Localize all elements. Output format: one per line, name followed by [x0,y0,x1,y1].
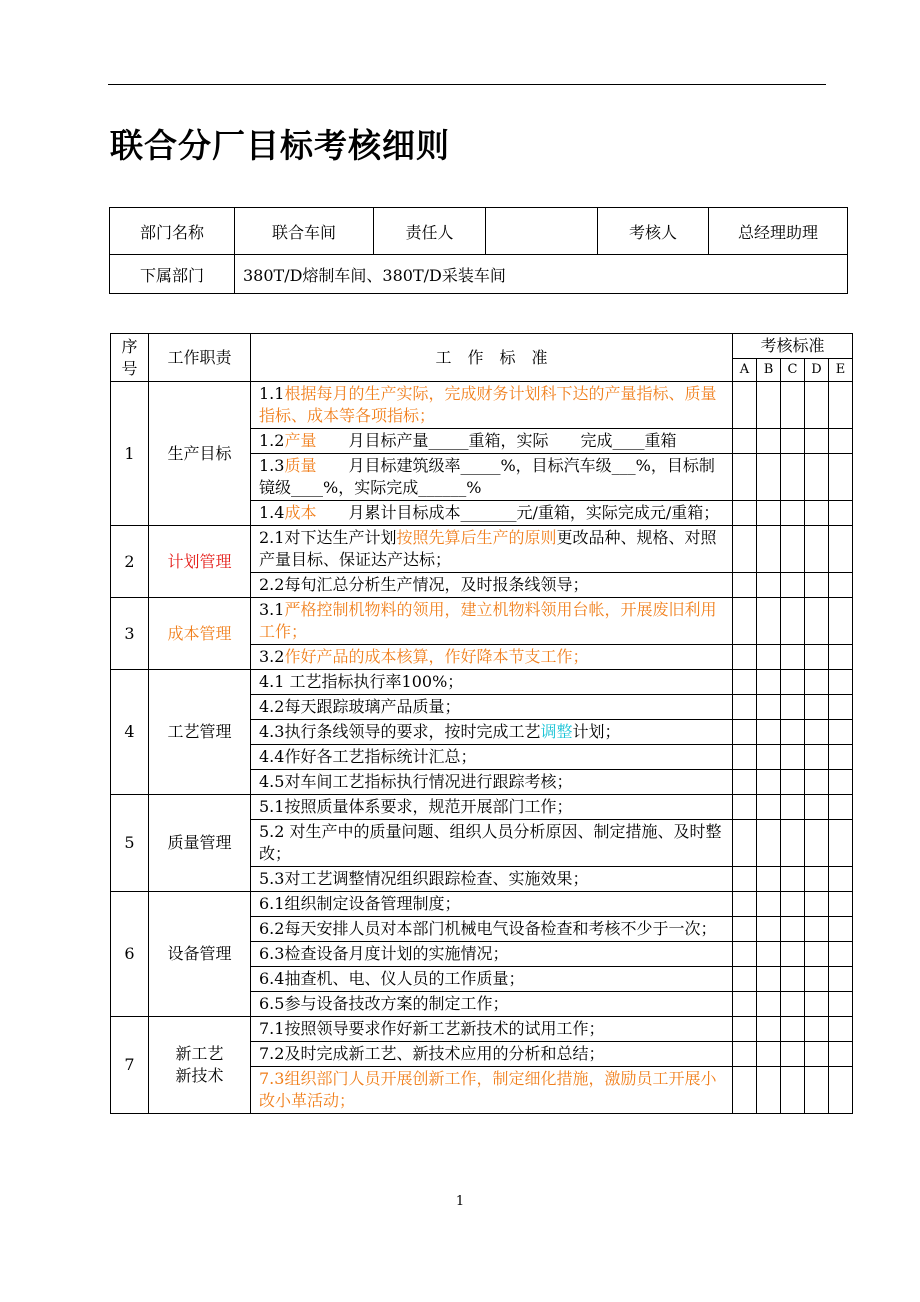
item-number: 1.2 [259,431,285,450]
standard-item [251,917,733,942]
standard-item [251,867,733,892]
grade-cell[interactable] [733,645,757,670]
section-duty-line: 新技术 [175,1066,224,1085]
grade-cell[interactable] [733,992,757,1017]
grade-cell[interactable] [757,892,781,917]
item-number: 6.2 [259,919,285,938]
item-text: 作好产品的成本核算，作好降本节支工作； [284,647,589,666]
grade-cell[interactable] [805,892,829,917]
grade-cell[interactable] [829,795,853,820]
assessment-table [110,333,853,1114]
grade-cell[interactable] [733,573,757,598]
grade-cell[interactable] [829,992,853,1017]
item-number: 7.3 [259,1069,285,1088]
grade-cell[interactable] [733,382,757,429]
grade-cell[interactable] [805,1042,829,1067]
grade-cell[interactable] [829,942,853,967]
item-text: 每天安排人员对本部门机械电气设备检查和考核不少于一次； [284,919,717,938]
standard-item [251,892,733,917]
item-text: 月累计目标成本_______元/重箱，实际完成元/重箱； [348,503,720,522]
grade-cell[interactable] [781,942,805,967]
grade-cell[interactable] [733,670,757,695]
grade-cell[interactable] [781,992,805,1017]
standard-item [251,942,733,967]
owner-value [486,208,598,255]
table-row [111,1017,853,1042]
item-highlight: 调整 [540,722,573,741]
grade-e: E [829,359,853,382]
grade-cell[interactable] [805,942,829,967]
item-number: 1.1 [259,384,285,403]
section-number: 6 [111,892,149,1017]
item-number: 3.2 [259,647,285,666]
grade-cell[interactable] [829,967,853,992]
item-number: 4.1 [259,672,285,691]
item-text: 每天跟踪玻璃产品质量； [284,697,461,716]
section-duty [149,1017,251,1114]
table-row [111,795,853,820]
owner-label: 责任人 [374,208,486,255]
grade-cell[interactable] [733,454,757,501]
grade-cell[interactable] [733,1017,757,1042]
standard-item [251,992,733,1017]
item-number: 4.5 [259,772,285,791]
grade-cell[interactable] [805,526,829,573]
grade-cell[interactable] [781,454,805,501]
grade-cell[interactable] [805,770,829,795]
grade-cell[interactable] [733,745,757,770]
grade-cell[interactable] [733,917,757,942]
item-number: 7.1 [259,1019,285,1038]
item-text: 检查设备月度计划的实施情况； [284,944,509,963]
grade-cell[interactable] [757,695,781,720]
grade-cell[interactable] [733,720,757,745]
grade-c: C [781,359,805,382]
grade-cell[interactable] [805,1017,829,1042]
standard-item [251,695,733,720]
item-text: 作好各工艺指标统计汇总； [284,747,477,766]
item-text: 抽查机、电、仪人员的工作质量； [284,969,525,988]
standard-item [251,429,733,454]
grade-cell[interactable] [757,598,781,645]
item-text: 对车间工艺指标执行情况进行跟踪考核； [284,772,573,791]
item-text: 月目标建筑级率_____%，目标汽车级___%，目标制镜级____%，实际完成______% [259,456,715,497]
grade-cell[interactable] [829,526,853,573]
grade-cell[interactable] [781,645,805,670]
item-number: 6.5 [259,994,285,1013]
grade-cell[interactable] [829,670,853,695]
grade-cell[interactable] [781,695,805,720]
grade-cell[interactable] [829,720,853,745]
standard-item [251,1042,733,1067]
item-number: 6.3 [259,944,285,963]
grade-cell[interactable] [805,670,829,695]
item-text: 及时完成新工艺、新技术应用的分析和总结； [284,1044,605,1063]
grade-cell[interactable] [805,1067,829,1114]
grade-cell[interactable] [829,917,853,942]
item-text-post: 计划； [572,722,621,741]
grade-cell[interactable] [781,1067,805,1114]
item-text: 参与设备技改方案的制定工作； [284,994,509,1013]
grade-d: D [805,359,829,382]
grade-cell[interactable] [829,645,853,670]
grade-cell[interactable] [781,795,805,820]
standard-item [251,820,733,867]
item-text: 严格控制机物料的领用，建立机物料领用台帐，开展废旧利用工作； [259,600,717,641]
section-duty: 质量管理 [149,795,251,892]
item-text: 根据每月的生产实际，完成财务计划科下达的产量指标、质量指标、成本等各项指标； [259,384,717,425]
grade-cell[interactable] [781,1017,805,1042]
grade-b: B [757,359,781,382]
grade-cell[interactable] [781,720,805,745]
item-text: 按照领导要求作好新工艺新技术的试用工作； [284,1019,605,1038]
section-duty: 计划管理 [149,526,251,598]
grade-cell[interactable] [733,942,757,967]
grade-cell[interactable] [757,770,781,795]
section-number: 5 [111,795,149,892]
grade-cell[interactable] [733,770,757,795]
grade-cell[interactable] [829,454,853,501]
item-number: 2.2 [259,575,285,594]
grade-cell[interactable] [757,720,781,745]
grade-cell[interactable] [829,501,853,526]
grade-cell[interactable] [757,917,781,942]
grade-cell[interactable] [733,892,757,917]
item-number: 2.1 [259,528,285,547]
grade-cell[interactable] [757,795,781,820]
grade-cell[interactable] [733,967,757,992]
grade-cell[interactable] [733,867,757,892]
grade-cell[interactable] [757,942,781,967]
item-key: 成本 [284,503,317,522]
sub-dept-value: 380T/D熔制车间、380T/D采装车间 [235,255,848,294]
header-rule [108,84,826,85]
table-row [111,526,853,573]
table-row [111,598,853,645]
grade-cell[interactable] [733,501,757,526]
department-info-table [109,207,848,294]
grade-cell[interactable] [781,382,805,429]
grade-cell[interactable] [805,795,829,820]
section-number: 2 [111,526,149,598]
grade-cell[interactable] [757,1042,781,1067]
section-duty: 设备管理 [149,892,251,1017]
grade-cell[interactable] [829,745,853,770]
grade-cell[interactable] [805,967,829,992]
standard-item [251,501,733,526]
grade-cell[interactable] [781,670,805,695]
grade-cell[interactable] [733,695,757,720]
grade-cell[interactable] [829,867,853,892]
grade-cell[interactable] [757,745,781,770]
grade-cell[interactable] [757,1067,781,1114]
table-row [111,892,853,917]
grade-cell[interactable] [805,820,829,867]
grade-cell[interactable] [781,967,805,992]
standard-item [251,770,733,795]
grade-cell[interactable] [805,501,829,526]
section-number: 4 [111,670,149,795]
page-title: 联合分厂目标考核细则 [110,126,450,165]
item-number: 6.4 [259,969,285,988]
grade-cell[interactable] [757,526,781,573]
grade-cell[interactable] [757,992,781,1017]
standard-item [251,526,733,573]
section-duty-line: 新工艺 [175,1044,224,1063]
grade-cell[interactable] [757,967,781,992]
grade-cell[interactable] [781,501,805,526]
section-number: 3 [111,598,149,670]
grade-cell[interactable] [805,992,829,1017]
grade-header: 考核标准 [733,334,853,359]
standard-item [251,795,733,820]
grade-cell[interactable] [829,598,853,645]
grade-cell[interactable] [757,820,781,867]
grade-cell[interactable] [733,820,757,867]
grade-cell[interactable] [733,598,757,645]
item-number: 7.2 [259,1044,285,1063]
grade-cell[interactable] [733,526,757,573]
item-text: 组织部门人员开展创新工作，制定细化措施，激励员工开展小改小革活动； [259,1069,717,1110]
sub-dept-label: 下属部门 [110,255,235,294]
grade-cell[interactable] [757,670,781,695]
grade-cell[interactable] [805,429,829,454]
standard-item [251,382,733,429]
grade-cell[interactable] [829,1067,853,1114]
grade-cell[interactable] [781,917,805,942]
standard-item [251,670,733,695]
duty-header: 工作职责 [149,334,251,382]
standard-item [251,598,733,645]
standard-item [251,720,733,745]
page-number: 1 [455,1194,465,1209]
grade-cell[interactable] [829,382,853,429]
item-text: 对生产中的质量问题、组织人员分析原因、制定措施、及时整改； [259,822,722,863]
item-number: 4.2 [259,697,285,716]
grade-cell[interactable] [781,820,805,867]
grade-cell[interactable] [757,454,781,501]
standard-item [251,645,733,670]
standard-item [251,1017,733,1042]
grade-cell[interactable] [733,1067,757,1114]
item-highlight: 按照先算后生产的原则 [396,528,557,547]
seq-header [111,334,149,382]
item-text: 组织制定设备管理制度； [284,894,461,913]
grade-cell[interactable] [829,1017,853,1042]
grade-cell[interactable] [829,770,853,795]
grade-cell[interactable] [733,429,757,454]
grade-cell[interactable] [733,795,757,820]
grade-cell[interactable] [781,598,805,645]
item-text: 按照质量体系要求，规范开展部门工作； [284,797,573,816]
item-number: 4.3 [259,722,285,741]
grade-cell[interactable] [781,573,805,598]
section-duty: 生产目标 [149,382,251,526]
grade-cell[interactable] [805,454,829,501]
grade-a: A [733,359,757,382]
table-row [111,382,853,429]
item-number: 1.4 [259,503,285,522]
grade-cell[interactable] [829,573,853,598]
grade-cell[interactable] [781,1042,805,1067]
section-duty: 工艺管理 [149,670,251,795]
dept-value: 联合车间 [235,208,374,255]
grade-cell[interactable] [781,770,805,795]
standard-item [251,573,733,598]
grade-cell[interactable] [781,892,805,917]
item-number: 1.3 [259,456,285,475]
item-text: 每旬汇总分析生产情况，及时报条线领导； [284,575,589,594]
item-key: 产量 [284,431,317,450]
grade-cell[interactable] [757,867,781,892]
grade-cell[interactable] [781,526,805,573]
grade-cell[interactable] [829,1042,853,1067]
grade-cell[interactable] [805,573,829,598]
section-number: 1 [111,382,149,526]
grade-cell[interactable] [805,598,829,645]
grade-cell[interactable] [829,429,853,454]
grade-cell[interactable] [757,382,781,429]
grade-cell[interactable] [805,720,829,745]
seq-header-text: 序号 [121,336,138,378]
grade-cell[interactable] [805,695,829,720]
grade-cell[interactable] [805,867,829,892]
grade-cell[interactable] [805,645,829,670]
item-number: 5.1 [259,797,285,816]
grade-cell[interactable] [757,573,781,598]
item-text-pre: 对下达生产计划 [284,528,397,547]
item-text: 月目标产量_____重箱，实际 完成____重箱 [348,431,677,450]
grade-cell[interactable] [781,867,805,892]
standard-item [251,454,733,501]
grade-cell[interactable] [757,1017,781,1042]
grade-cell[interactable] [805,917,829,942]
grade-cell[interactable] [805,382,829,429]
item-text: 对工艺调整情况组织跟踪检查、实施效果； [284,869,589,888]
grade-cell[interactable] [757,429,781,454]
grade-cell[interactable] [733,1042,757,1067]
standard-item [251,967,733,992]
item-number: 5.3 [259,869,285,888]
table-row [111,670,853,695]
item-text: 工艺指标执行率100%； [284,672,464,691]
section-duty: 成本管理 [149,598,251,670]
grade-cell[interactable] [829,820,853,867]
grade-cell[interactable] [829,892,853,917]
item-key: 质量 [284,456,317,475]
grade-cell[interactable] [829,695,853,720]
grade-cell[interactable] [805,745,829,770]
grade-cell[interactable] [757,501,781,526]
standard-item [251,1067,733,1114]
section-number: 7 [111,1017,149,1114]
assessor-label: 考核人 [598,208,709,255]
dept-label: 部门名称 [110,208,235,255]
grade-cell[interactable] [781,745,805,770]
item-number: 6.1 [259,894,285,913]
item-number: 3.1 [259,600,285,619]
item-text-pre: 执行条线领导的要求，按时完成工艺 [284,722,541,741]
standard-header: 工 作 标 准 [251,334,733,382]
item-number: 4.4 [259,747,285,766]
assessor-value: 总经理助理 [709,208,848,255]
item-text-post: 更改品种、规格、对照产量目标、保证达产达标； [259,528,717,569]
standard-item [251,745,733,770]
grade-cell[interactable] [757,645,781,670]
grade-cell[interactable] [781,429,805,454]
item-number: 5.2 [259,822,285,841]
